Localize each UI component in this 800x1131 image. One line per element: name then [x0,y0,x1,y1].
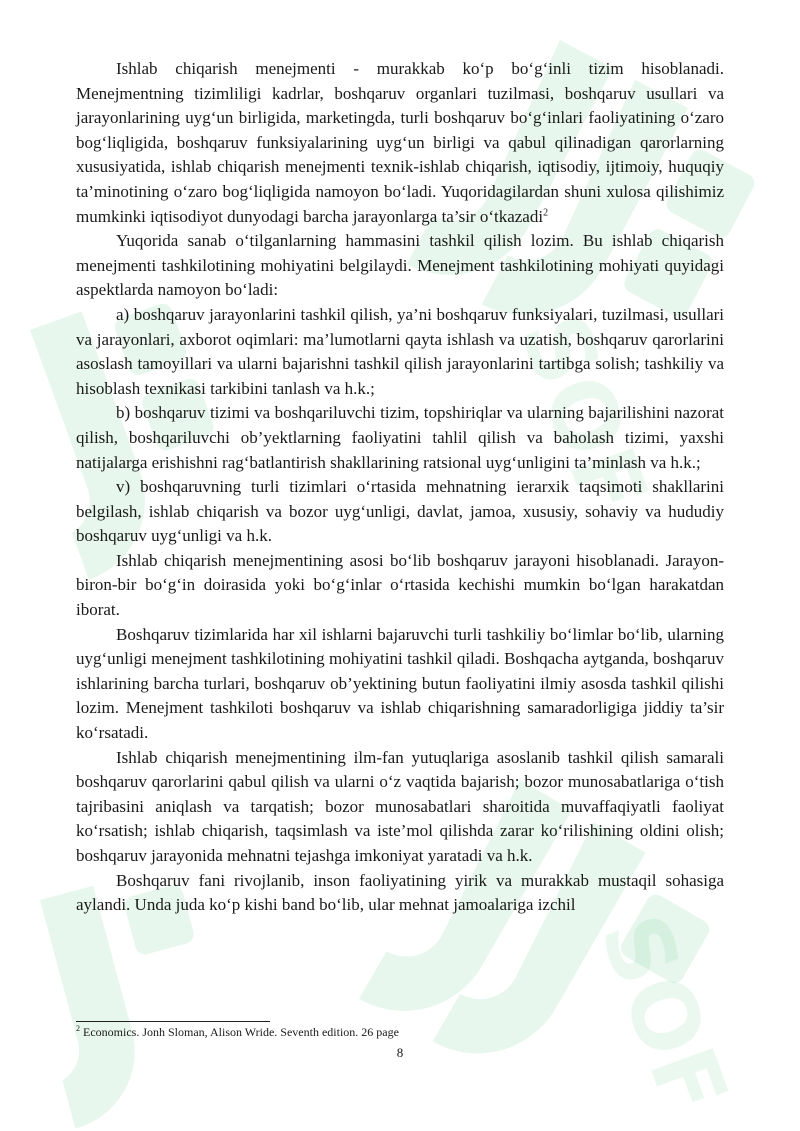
paragraph-9: Boshqaruv fani rivojlanib, inson faoliyatining yirik va murakkab mustaqil sohasiga aylandi. Unda juda ko‘p kishi band bo‘lib, ular mehnat jamoalariga izchil [76,870,724,915]
paragraph-5: v) boshqaruvning turli tizimlari o‘rtasida mehnatning ierarxik taqsimoti shakllarini belgilash, ishlab chiqarish va bozor uyg‘unligi, davlat, jamoa, xususiy, sohaviy va hududiy boshqaruv uyg‘unligi va h.k. [76,477,724,546]
paragraph-6: Ishlab chiqarish menejmentining asosi bo‘lib boshqaruv jarayoni hisoblanadi. Jarayon-biron-bir bo‘g‘in doirasida yoki bo‘g‘inlar o‘rtasida kechishi mumkin bo‘lgan harakatdan iborat. [76,550,724,620]
paragraph-4: b) boshqaruv tizimi va boshqariluvchi tizim, topshiriqlar va ularning bajarilishini nazorat qilish, boshqariluvchi ob’yektlarning faoliyatini tahlil qilish va baholash tizimi, yaxshi natijalarga erishishni rag‘batlantirish shakllarining ratsional uyg‘unligini ta’minlash va h.k.; [76,403,724,472]
paragraph-3: a) boshqaruv jarayonlarini tashkil qilish, ya’ni boshqaruv funksiyalari, tuzilmasi, usullari va jarayonlari, axborot oqimlari: ma’lumotlarni qayta ishlash va uzatish, boshqaruv qarorlarini asoslash tamoyillari va ularni bajarishni tashkil qilish jarayonlarini tartibga solish; tashkiliy va hisoblash texnikasi tarkibini tanlash va h.k.; [76,304,724,398]
footnote-ref: 2 [543,206,549,218]
svg-text:SOF: SOF [579,901,748,1129]
paragraph-7: Boshqaruv tizimlarida har xil ishlarni bajaruvchi turli tashkiliy bo‘limlar bo‘lib, ularning uyg‘unligi menejment tashkilotining mohiyatini tashkil qiladi. Boshqacha aytganda, boshqaruv ishlarining barcha turlari, boshqaruv ob’yektining butun faoliyatini ilmiy asosda tashkil qilishi lozim. Menejment tashkiloti boshqaruv va ishlab chiqarishning samaradorligiga jiddiy ta’sir ko‘rsatadi. [76,624,724,743]
paragraph-2: Yuqorida sanab o‘tilganlarning hammasini tashkil qilish lozim. Bu ishlab chiqarish menejmenti tashkilotining mohiyatini belgilaydi. Menejment tashkilotining mohiyati quyidagi aspektlarda namoyon bo‘ladi: [76,231,724,300]
document-body [76,57,724,918]
footnote-divider [76,1021,270,1022]
svg-text:SOF: SOF [499,301,668,529]
paragraph-8: Ishlab chiqarish menejmentining ilm-fan yutuqlariga asoslanib tashkil qilish samarali boshqaruv qarorlarini qabul qilish va ularni o‘z vaqtida bajarish; bozor munosabatlariga o‘tish tajribasini aniqlash va tarqatish; bozor munosabatlari sharoitida muvaffaqiyatli faoliyat ko‘rsatish; ishlab chiqarish, taqsimlash va iste’mol qilishda zarar ko‘rilishining oldini olish; boshqaruv jarayonida mehnatni tejashga imkoniyat yaratadi va h.k. [76,747,724,865]
page-number: 8 [396,1045,404,1060]
paragraph-1 [76,57,724,229]
footnote-marker: 2 [76,1024,80,1033]
paragraph-1-text: Ishlab chiqarish menejmenti - murakkab ko‘p bo‘g‘inli tizim hisoblanadi. Menejmentning tizimliligi kadrlar, boshqaruv organlari tuzilmasi, boshqaruv usullari va jarayonlarining uyg‘un birligida, marketingda, turli boshqaruv bo‘g‘inlari faoliyatining o‘zaro bog‘liqligida, boshqaruv funksiyalarining uyg‘un birligi va qabul qilinadigan qarorlarning xususiyatida, ishlab chiqarish menejmenti texnik-ishlab chiqarish, iqtisodiy, ijtimoiy, huquqiy ta’minotining o‘zaro bog‘liqligida namoyon bo‘ladi. Yuqoridagilardan shuni xulosa qilishimiz mumkinki iqtisodiyot dunyodagi barcha jarayonlarga ta’sir o‘tkazadi [76,59,724,226]
footnote [76,1024,724,1040]
footnote-text: Economics. Jonh Sloman, Alison Wride. Seventh edition. 26 page [83,1025,399,1039]
